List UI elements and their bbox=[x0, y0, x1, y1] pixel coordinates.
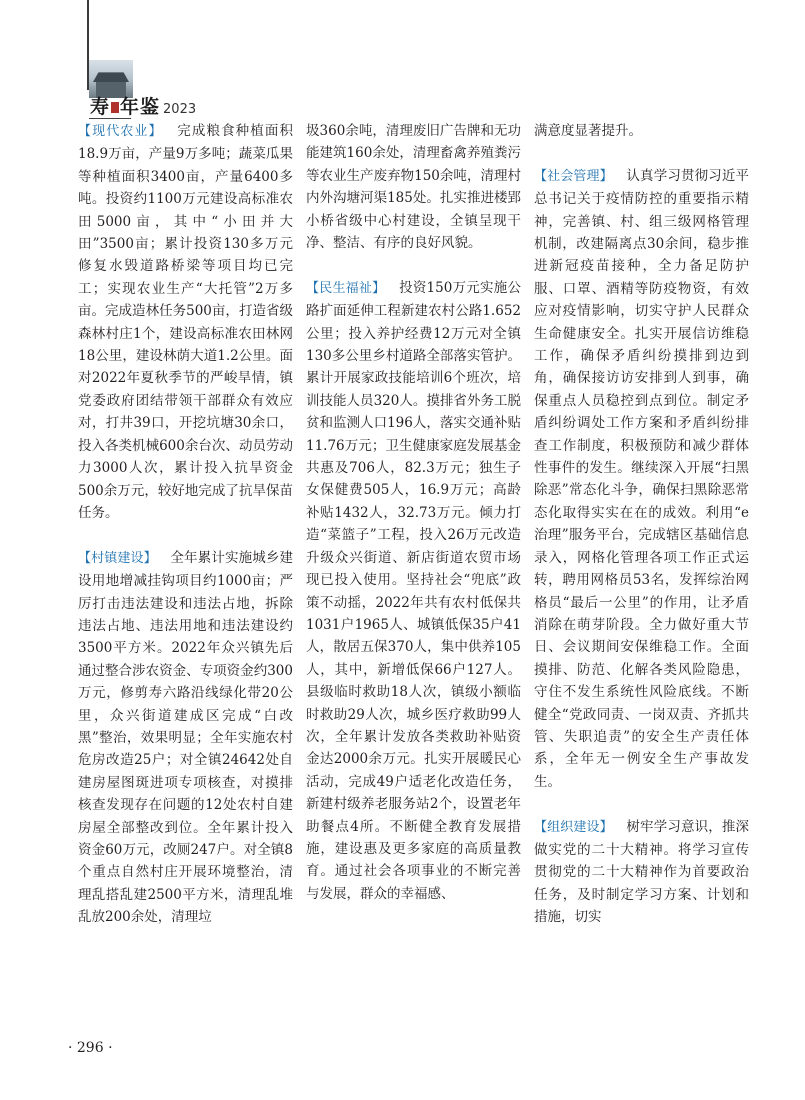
section-text-cunzhen-part1: 全年累计实施城乡建设用地增减挂钩项目约1000亩；严厉打击违法建设和违法占地，拆除违法占地、违法用地和违法建设约3500平方米。2022年众兴镇先后通过整合涉农资金、专项资金约300万元，修剪寿六路沿线绿化带20公里，众兴街道建成区完成“白改黑”整治，效果明显；全年实施农村危房改造25户；对全镇24642处自建房屋图斑进项专项核查，对摸排核查发现存在问题的12处农村自建房屋全部整改到位。全年累计投入资金60万元，改厕247户。对全镇8个重点自然村庄开展环境整治，清理乱搭乱建2500平方米，清理乱堆乱放200余处，清理垃 bbox=[78, 549, 293, 926]
section-cunzhen bbox=[78, 547, 293, 929]
yearbook-header bbox=[90, 92, 197, 118]
section-cunzhen-continued bbox=[306, 120, 521, 254]
header-calligraphy-2: 年鉴 bbox=[120, 96, 161, 118]
section-minsheng bbox=[306, 277, 521, 905]
section-text-zuzhi: 树牢学习意识，推深做实党的二十大精神。将学习宣传贯彻党的二十大精神作为首要政治任务，及时制定学习方案、计划和措施，切实 bbox=[534, 818, 749, 926]
header-seal-icon bbox=[111, 102, 119, 113]
section-minsheng-continued bbox=[534, 120, 749, 142]
section-text-minsheng-part1: 投资150万元实施公路扩面延伸工程新建农村公路1.652公里；投入养护经费12万元对全镇130多公里乡村道路全部落实管护。累计开展家政技能培训6个班次，培训技能人员320人。摸排省外务工脱贫和监测人口196人，落实交通补贴11.76万元；卫生健康家庭发展基金共惠及706人，82.3万元；独生子女保健费505人，16.9万元；高龄补贴1432人，32.73万元。倾力打造“菜篮子”工程，投入26万元改造升级众兴街道、新店街道农贸市场现已投入使用。坚持社会“兜底”政策不动摇，2022年共有农村低保共1031户1965人、城镇低保35户41人，散居五保370人，集中供养105人，其中，新增低保66户127人。县级临时救助18人次，镇级小额临时救助29人次，城乡医疗救助99人次，全年累计发放各类救助补贴资金达2000余万元。扎实开展暖民心活动，完成49户适老化改造任务，新建村级养老服务站2个，设置老年助餐点4所。不断健全教育发展措施，建设惠及更多家庭的高质量教育。通过社会各项事业的不断完善与发展，群众的幸福感、 bbox=[306, 279, 521, 902]
header-calligraphy: 寿 bbox=[90, 96, 111, 118]
section-text-cunzhen-part2: 圾360余吨，清理废旧广告牌和无功能建筑160余处，清理畜禽养殖粪污等农业生产废弃物150余吨，清理村内外沟塘河渠185处。扎实推进楼郢小桥省级中心村建设，全镇呈现干净、整洁、有序的良好风貌。 bbox=[306, 123, 521, 252]
column-3 bbox=[534, 120, 749, 951]
page-number: · 296 · bbox=[68, 1040, 113, 1056]
section-xiandai bbox=[78, 120, 293, 524]
section-tag-shehui: 【社会管理】 bbox=[534, 168, 613, 184]
section-tag-cunzhen: 【村镇建设】 bbox=[78, 550, 157, 566]
section-shehui bbox=[534, 165, 749, 793]
header-rule bbox=[89, 118, 131, 119]
section-tag-minsheng: 【民生福祉】 bbox=[306, 280, 386, 296]
section-text-xiandai: 完成粮食种植面积18.9万亩，产量9万多吨；蔬菜瓜果等种植面积3400亩，产量6400多吨。投资约1100万元建设高标准农田5000亩，其中“小田并大田”3500亩；累计投资130多万元修复水毁道路桥梁等项目均已完工；实现农业生产“大托管”2万多亩。完成造林任务500亩，打造省级森林村庄1个，建设高标准农田林网18公里，建设林荫大道1.2公里。面对2022年夏秋季节的严峻旱情，镇党委政府团结带领干部群众有效应对，打井39口，开挖坑塘30余口，投入各类机械600余台次、动员劳动力3000人次，累计投入抗旱资金500余万元，较好地完成了抗旱保苗任务。 bbox=[78, 123, 293, 521]
section-zuzhi bbox=[534, 816, 749, 929]
section-text-minsheng-part2: 满意度显著提升。 bbox=[534, 123, 642, 139]
header-building-roof bbox=[93, 70, 129, 82]
header-year: 2023 bbox=[163, 102, 197, 117]
section-text-shehui: 认真学习贯彻习近平总书记关于疫情防控的重要指示精神，完善镇、村、组三级网格管理机制，改建隔离点30余间，稳步推进新冠疫苗接种，全力备足防护服、口罩、酒精等防疫物资，有效应对疫情影响，切实守护人民群众生命健康安全。扎实开展信访维稳工作，确保矛盾纠纷摸排到边到角，确保接访访安排到人到事，确保重点人员稳控到点到位。制定矛盾纠纷调处工作方案和矛盾纠纷排查工作制度，积极预防和减少群体性事件的发生。继续深入开展“扫黑除恶”常态化斗争，确保扫黑除恶常态化取得实实在在的成效。利用“e治理”服务平台，完成辖区基础信息录入，网格化管理各项工作正式运转，聘用网格员53名，发挥综治网格员“最后一公里”的作用，让矛盾消除在萌芽阶段。全力做好重大节日、会议期间安保维稳工作。全面摸排、防范、化解各类风险隐患，守住不发生系统性风险底线。不断健全“党政同责、一岗双责、齐抓共管、失职追责”的安全生产责任体系，全年无一例安全生产事故发生。 bbox=[534, 167, 749, 790]
section-tag-xiandai: 【现代农业】 bbox=[78, 124, 163, 139]
column-2 bbox=[306, 120, 521, 928]
section-tag-zuzhi: 【组织建设】 bbox=[534, 819, 613, 835]
column-1 bbox=[78, 120, 293, 951]
